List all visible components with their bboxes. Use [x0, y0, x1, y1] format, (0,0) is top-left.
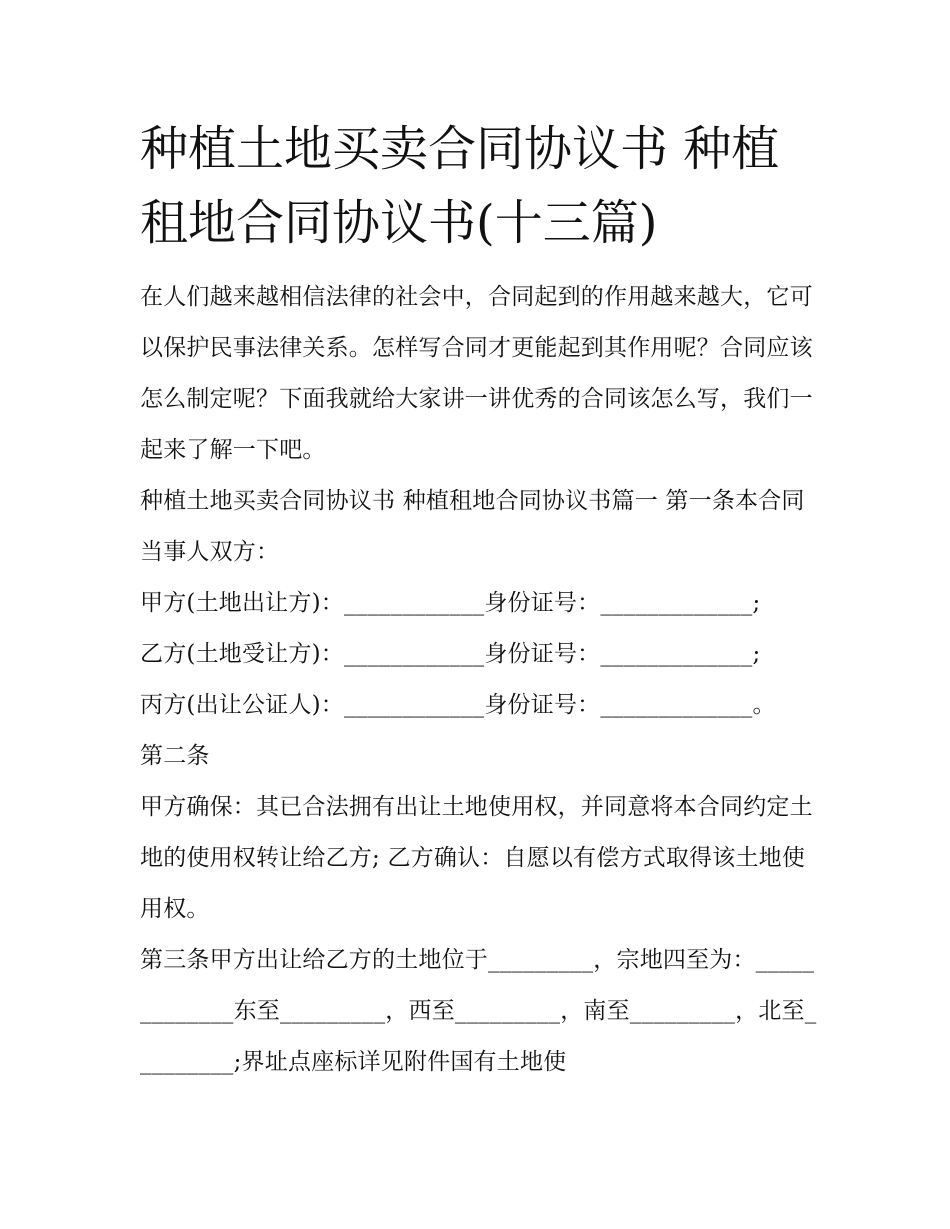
party-a-line: 甲方(土地出让方)：____________身份证号：_____________;: [140, 590, 761, 616]
intro-paragraph: 在人们越来越相信法律的社会中，合同起到的作用越来越大，它可以保护民事法律关系。怎样写合同才更能起到其作用呢？合同应该怎么制定呢？下面我就给大家讲一讲优秀的合同该怎么写，我们一起来了解一下吧。: [140, 284, 813, 463]
article-three-body: 第三条甲方出让给乙方的土地位于_________，宗地四至为：_____________东至_________，西至_________，南至_________，北至_________;界址点座标详见附件国有土地使: [140, 947, 817, 1075]
document-page: [140, 112, 820, 1088]
article-one-heading: 种植土地买卖合同协议书 种植租地合同协议书篇一 第一条本合同当事人双方：: [140, 488, 805, 565]
document-title: 种植土地买卖合同协议书 种植租地合同协议书(十三篇): [140, 121, 780, 251]
article-two-body: 甲方确保：其已合法拥有出让土地使用权，并同意将本合同约定土地的使用权转让给乙方; 乙方确认：自愿以有偿方式取得该土地使用权。: [140, 794, 813, 922]
party-b-line: 乙方(土地受让方)：____________身份证号：_____________;: [140, 641, 761, 667]
party-c-line: 丙方(出让公证人)：____________身份证号：_____________。: [140, 692, 776, 718]
article-two-heading: 第二条: [140, 743, 210, 769]
